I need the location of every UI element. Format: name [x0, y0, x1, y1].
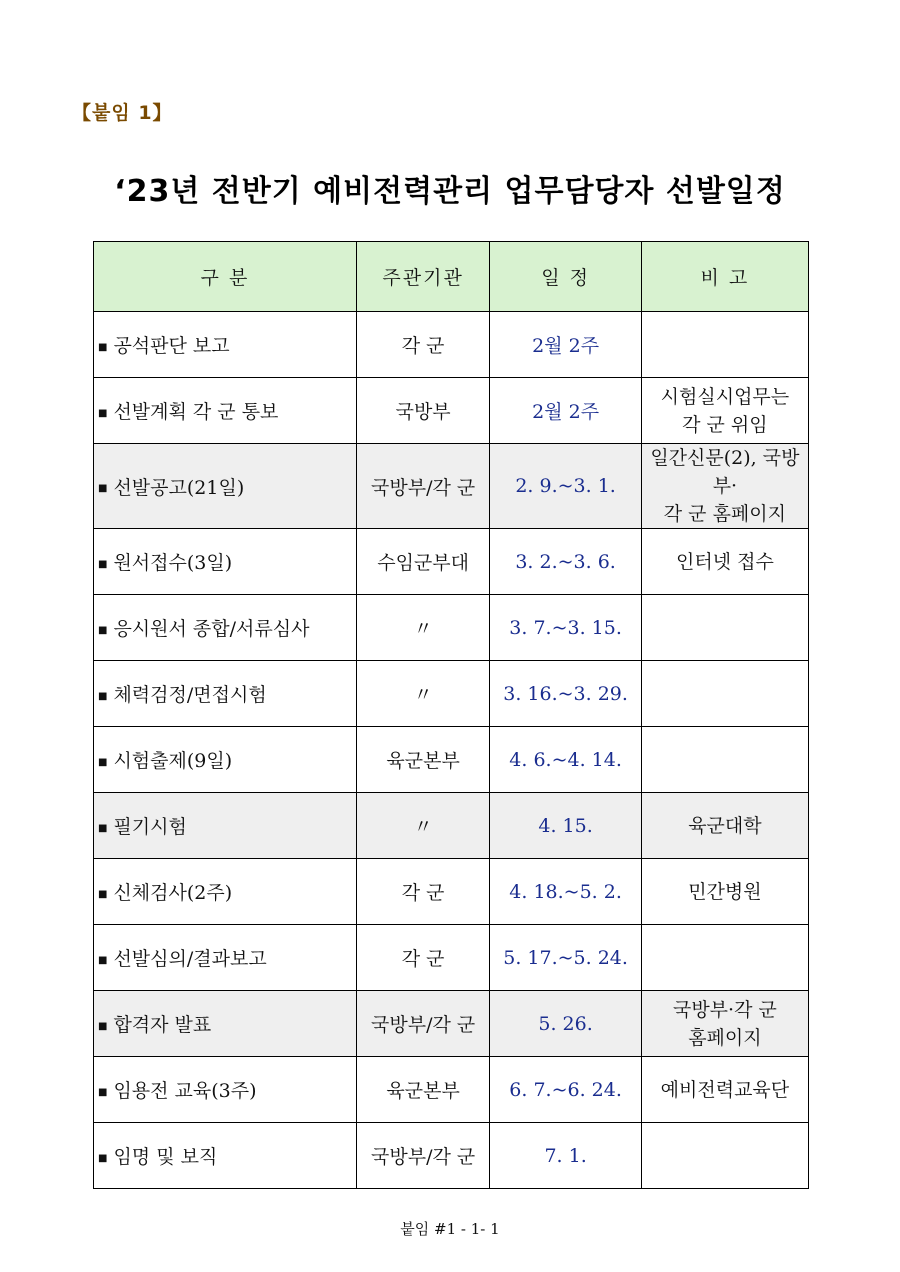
schedule-item-label: 신체검사(2주) — [113, 882, 233, 904]
schedule-date-cell: 6. 7.~6. 24. — [490, 1057, 641, 1123]
remarks-cell: 국방부·각 군 홈페이지 — [641, 991, 808, 1057]
square-bullet-icon: ■ — [98, 483, 108, 494]
table-header-row — [94, 242, 809, 312]
schedule-item-label: 필기시험 — [113, 816, 187, 838]
schedule-item-cell — [94, 793, 357, 859]
schedule-item-label: 원서접수(3일) — [113, 552, 233, 574]
column-header-date: 일 정 — [490, 242, 641, 312]
column-header-item: 구 분 — [94, 242, 357, 312]
remarks-cell — [641, 312, 808, 378]
organizer-cell: 수임군부대 — [356, 529, 490, 595]
table-row — [94, 991, 809, 1057]
remarks-cell: 예비전력교육단 — [641, 1057, 808, 1123]
organizer-cell: 각 군 — [356, 925, 490, 991]
organizer-cell: 〃 — [356, 595, 490, 661]
organizer-cell: 〃 — [356, 661, 490, 727]
remarks-cell: 일간신문(2), 국방부· 각 군 홈페이지 — [641, 444, 808, 529]
square-bullet-icon: ■ — [98, 1020, 108, 1032]
schedule-item-label: 체력검정/면접시험 — [113, 684, 267, 706]
schedule-item-label: 응시원서 종합/서류심사 — [113, 618, 310, 640]
square-bullet-icon: ■ — [98, 1086, 108, 1098]
organizer-cell: 국방부 — [356, 378, 490, 444]
schedule-item-label: 선발계획 각 군 통보 — [113, 401, 279, 423]
remarks-cell: 인터넷 접수 — [641, 529, 808, 595]
organizer-cell: 육군본부 — [356, 727, 490, 793]
schedule-date-cell: 3. 2.~3. 6. — [490, 529, 641, 595]
schedule-item-cell — [94, 595, 357, 661]
square-bullet-icon: ■ — [98, 822, 108, 834]
schedule-item-label: 시험출제(9일) — [113, 750, 233, 772]
square-bullet-icon: ■ — [98, 954, 108, 966]
page-footer: 붙임 #1 - 1- 1 — [400, 1220, 500, 1238]
table-row — [94, 925, 809, 991]
table-row — [94, 378, 809, 444]
square-bullet-icon: ■ — [98, 756, 108, 768]
square-bullet-icon: ■ — [98, 1152, 108, 1164]
schedule-date-cell: 4. 18.~5. 2. — [490, 859, 641, 925]
square-bullet-icon: ■ — [98, 558, 108, 570]
table-row — [94, 859, 809, 925]
schedule-date-cell: 7. 1. — [490, 1123, 641, 1189]
column-header-org: 주관기관 — [356, 242, 490, 312]
schedule-item-cell — [94, 529, 357, 595]
square-bullet-icon: ■ — [98, 341, 108, 353]
schedule-item-cell — [94, 991, 357, 1057]
table-row — [94, 312, 809, 378]
schedule-item-cell — [94, 727, 357, 793]
remarks-cell — [641, 925, 808, 991]
remarks-cell — [641, 661, 808, 727]
remarks-cell: 육군대학 — [641, 793, 808, 859]
organizer-cell: 〃 — [356, 793, 490, 859]
organizer-cell: 국방부/각 군 — [356, 991, 490, 1057]
schedule-item-cell — [94, 444, 357, 529]
organizer-cell: 국방부/각 군 — [356, 444, 490, 529]
remarks-cell — [641, 727, 808, 793]
table-row — [94, 661, 809, 727]
schedule-date-cell: 2월 2주 — [490, 378, 641, 444]
schedule-item-label: 합격자 발표 — [113, 1014, 212, 1036]
schedule-date-cell: 5. 17.~5. 24. — [490, 925, 641, 991]
schedule-item-cell — [94, 859, 357, 925]
table-row — [94, 1057, 809, 1123]
schedule-item-cell — [94, 661, 357, 727]
schedule-date-cell: 4. 6.~4. 14. — [490, 727, 641, 793]
organizer-cell: 각 군 — [356, 312, 490, 378]
table-row — [94, 595, 809, 661]
organizer-cell: 국방부/각 군 — [356, 1123, 490, 1189]
schedule-item-cell — [94, 378, 357, 444]
square-bullet-icon: ■ — [98, 624, 108, 636]
attachment-label: 【붙임 1】 — [72, 102, 173, 124]
schedule-date-cell: 3. 7.~3. 15. — [490, 595, 641, 661]
schedule-item-cell — [94, 1057, 357, 1123]
schedule-date-cell: 4. 15. — [490, 793, 641, 859]
schedule-item-label: 임명 및 보직 — [113, 1146, 218, 1168]
table-row — [94, 793, 809, 859]
table-row — [94, 727, 809, 793]
schedule-table — [93, 241, 809, 1189]
page-title: ‘23년 전반기 예비전력관리 업무담당자 선발일정 — [114, 174, 786, 209]
remarks-cell: 민간병원 — [641, 859, 808, 925]
square-bullet-icon: ■ — [98, 690, 108, 702]
table-body — [94, 312, 809, 1189]
square-bullet-icon: ■ — [98, 407, 108, 419]
schedule-date-cell: 2월 2주 — [490, 312, 641, 378]
table-row — [94, 529, 809, 595]
schedule-item-label: 선발공고(21일) — [113, 476, 245, 499]
square-bullet-icon: ■ — [98, 888, 108, 900]
remarks-cell — [641, 595, 808, 661]
table-row — [94, 444, 809, 529]
schedule-item-cell — [94, 312, 357, 378]
schedule-item-cell — [94, 925, 357, 991]
table-row — [94, 1123, 809, 1189]
schedule-item-label: 선발심의/결과보고 — [113, 948, 267, 970]
schedule-item-cell — [94, 1123, 357, 1189]
schedule-date-cell: 5. 26. — [490, 991, 641, 1057]
column-header-note: 비 고 — [641, 242, 808, 312]
schedule-item-label: 임용전 교육(3주) — [113, 1080, 257, 1102]
schedule-item-label: 공석판단 보고 — [113, 335, 230, 357]
schedule-date-cell: 2. 9.~3. 1. — [490, 444, 641, 529]
remarks-cell: 시험실시업무는 각 군 위임 — [641, 378, 808, 444]
organizer-cell: 각 군 — [356, 859, 490, 925]
schedule-date-cell: 3. 16.~3. 29. — [490, 661, 641, 727]
organizer-cell: 육군본부 — [356, 1057, 490, 1123]
remarks-cell — [641, 1123, 808, 1189]
